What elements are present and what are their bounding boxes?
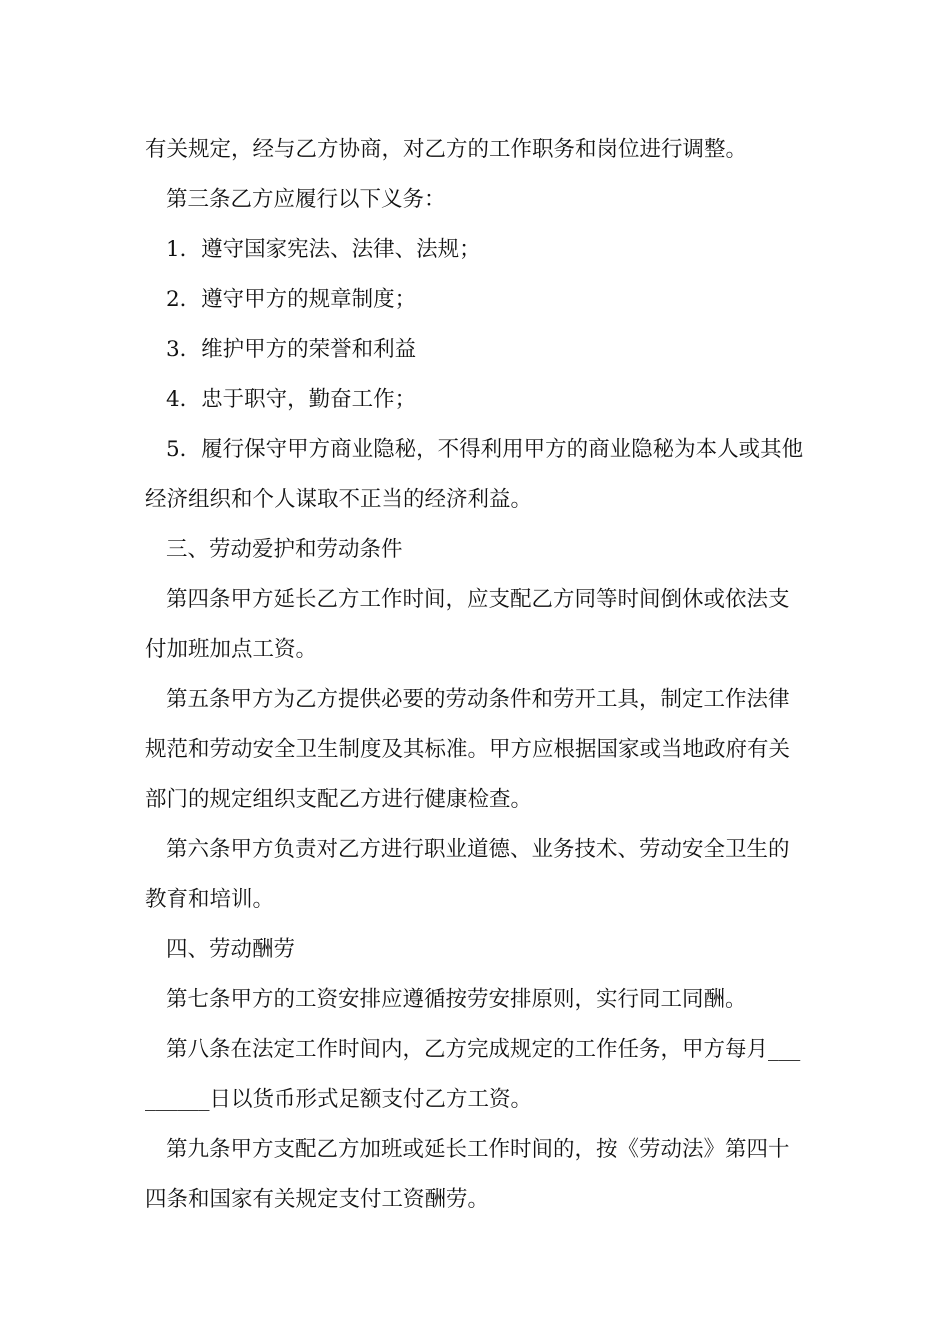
paragraph-article-5: 第五条甲方为乙方提供必要的劳动条件和劳开工具，制定工作法律规范和劳动安全卫生制度及其标准。甲方应根据国家或当地政府有关部门的规定组织支配乙方进行健康检查。	[145, 687, 791, 812]
paragraph-article-9: 第九条甲方支配乙方加班或延长工作时间的，按《劳动法》第四十四条和国家有关规定支付工资酬劳。	[145, 1137, 790, 1212]
section-heading-3: 三、劳动爱护和劳动条件	[166, 537, 403, 562]
paragraph-article-3: 第三条乙方应履行以下义务：	[166, 187, 446, 212]
list-item-3: 3．维护甲方的荣誉和利益	[166, 337, 417, 362]
paragraph-article-8: 第八条在法定工作时间内，乙方完成规定的工作任务，甲方每月_________日以货币形式足额支付乙方工资。	[145, 1037, 801, 1112]
section-heading-4: 四、劳动酬劳	[166, 937, 296, 962]
paragraph-continuation: 有关规定，经与乙方协商，对乙方的工作职务和岗位进行调整。	[145, 137, 748, 162]
list-item-2: 2．遵守甲方的规章制度；	[166, 287, 417, 312]
list-item-1: 1．遵守国家宪法、法律、法规；	[166, 237, 481, 262]
paragraph-article-6: 第六条甲方负责对乙方进行职业道德、业务技术、劳动安全卫生的教育和培训。	[145, 837, 790, 912]
paragraph-article-4: 第四条甲方延长乙方工作时间，应支配乙方同等时间倒休或依法支付加班加点工资。	[145, 587, 790, 662]
list-item-5: 5．履行保守甲方商业隐秘，不得利用甲方的商业隐秘为本人或其他经济组织和个人谋取不正当的经济利益。	[145, 437, 804, 512]
list-item-4: 4．忠于职守，勤奋工作；	[166, 387, 417, 412]
document-body	[145, 125, 810, 1225]
paragraph-article-7: 第七条甲方的工资安排应遵循按劳安排原则，实行同工同酬。	[166, 987, 747, 1012]
